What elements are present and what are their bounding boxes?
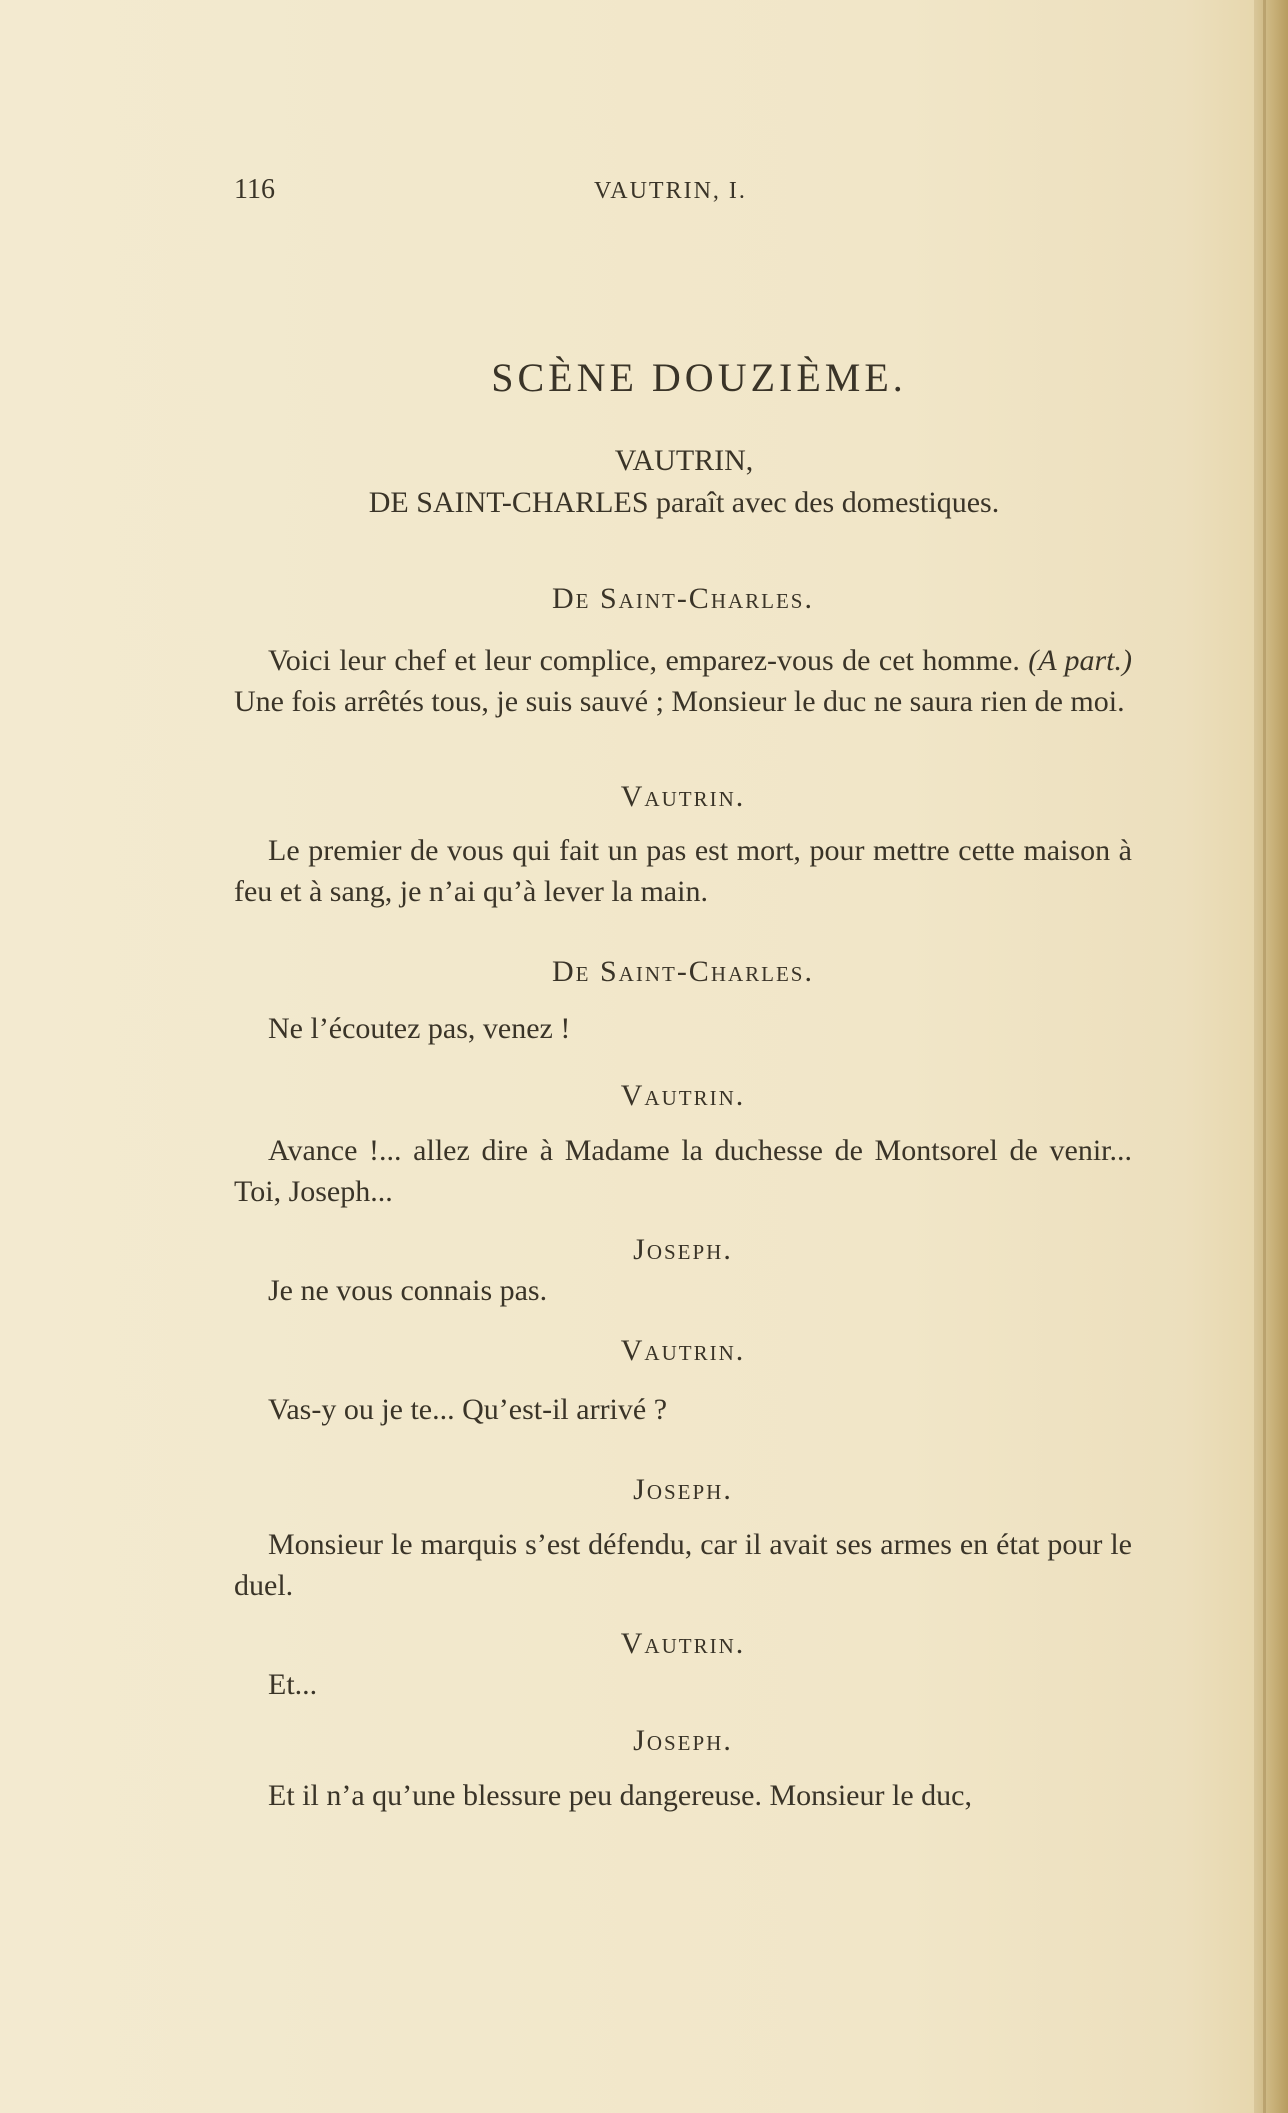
- speaker-label: Joseph.: [633, 1233, 733, 1266]
- dialogue-text: Avance !... allez dire à Madame la duchesse de Montsorel de venir... Toi, Joseph...: [234, 1134, 1132, 1208]
- speaker-label: De Saint-Charles.: [551, 582, 814, 615]
- page-number: 116: [234, 174, 275, 205]
- scene-title: SCÈNE DOUZIÈME.: [491, 355, 907, 400]
- dialogue-text: Ne l’écoutez pas, venez !: [268, 1012, 571, 1045]
- speaker-label: Vautrin.: [620, 1627, 746, 1660]
- speaker-label: Vautrin.: [620, 780, 746, 813]
- running-head: VAUTRIN, I.: [594, 178, 747, 204]
- cast-line-2: DE SAINT-CHARLES paraît avec des domestiques.: [368, 486, 1000, 519]
- dialogue-text-part: Une fois arrêtés tous, je suis sauvé ; Monsieur le duc ne saura rien de moi.: [234, 685, 1125, 718]
- dialogue-text: Vas-y ou je te... Qu’est-il arrivé ?: [268, 1393, 668, 1426]
- dialogue-text: Et il n’a qu’une blessure peu dangereuse. Monsieur le duc,: [268, 1779, 972, 1812]
- page-header: [234, 174, 1134, 214]
- cast-line-1: VAUTRIN,: [614, 444, 754, 477]
- dialogue-text: Monsieur le marquis s’est défendu, car il avait ses armes en état pour le duel.: [234, 1528, 1132, 1602]
- speaker-label: Vautrin.: [620, 1079, 746, 1112]
- page-edge: [1254, 0, 1288, 2113]
- speaker-label: Joseph.: [633, 1473, 733, 1506]
- dialogue-text-part: Voici leur chef et leur complice, emparez-vous de cet homme.: [268, 644, 1029, 677]
- stage-direction: (A part.): [1028, 644, 1133, 677]
- dialogue-text: Et...: [268, 1668, 318, 1701]
- speaker-label: Vautrin.: [620, 1334, 746, 1367]
- speaker-label: Joseph.: [633, 1724, 733, 1757]
- dialogue-text: Je ne vous connais pas.: [268, 1274, 548, 1307]
- cast-list: [234, 440, 1134, 524]
- page-edge-shadow: [1263, 0, 1266, 2113]
- dialogue-text: Le premier de vous qui fait un pas est mort, pour mettre cette maison à feu et à sang, je n’ai qu’à lever la main.: [234, 834, 1132, 908]
- speaker-label: De Saint-Charles.: [551, 955, 814, 988]
- dialogue-text: [234, 640, 1132, 722]
